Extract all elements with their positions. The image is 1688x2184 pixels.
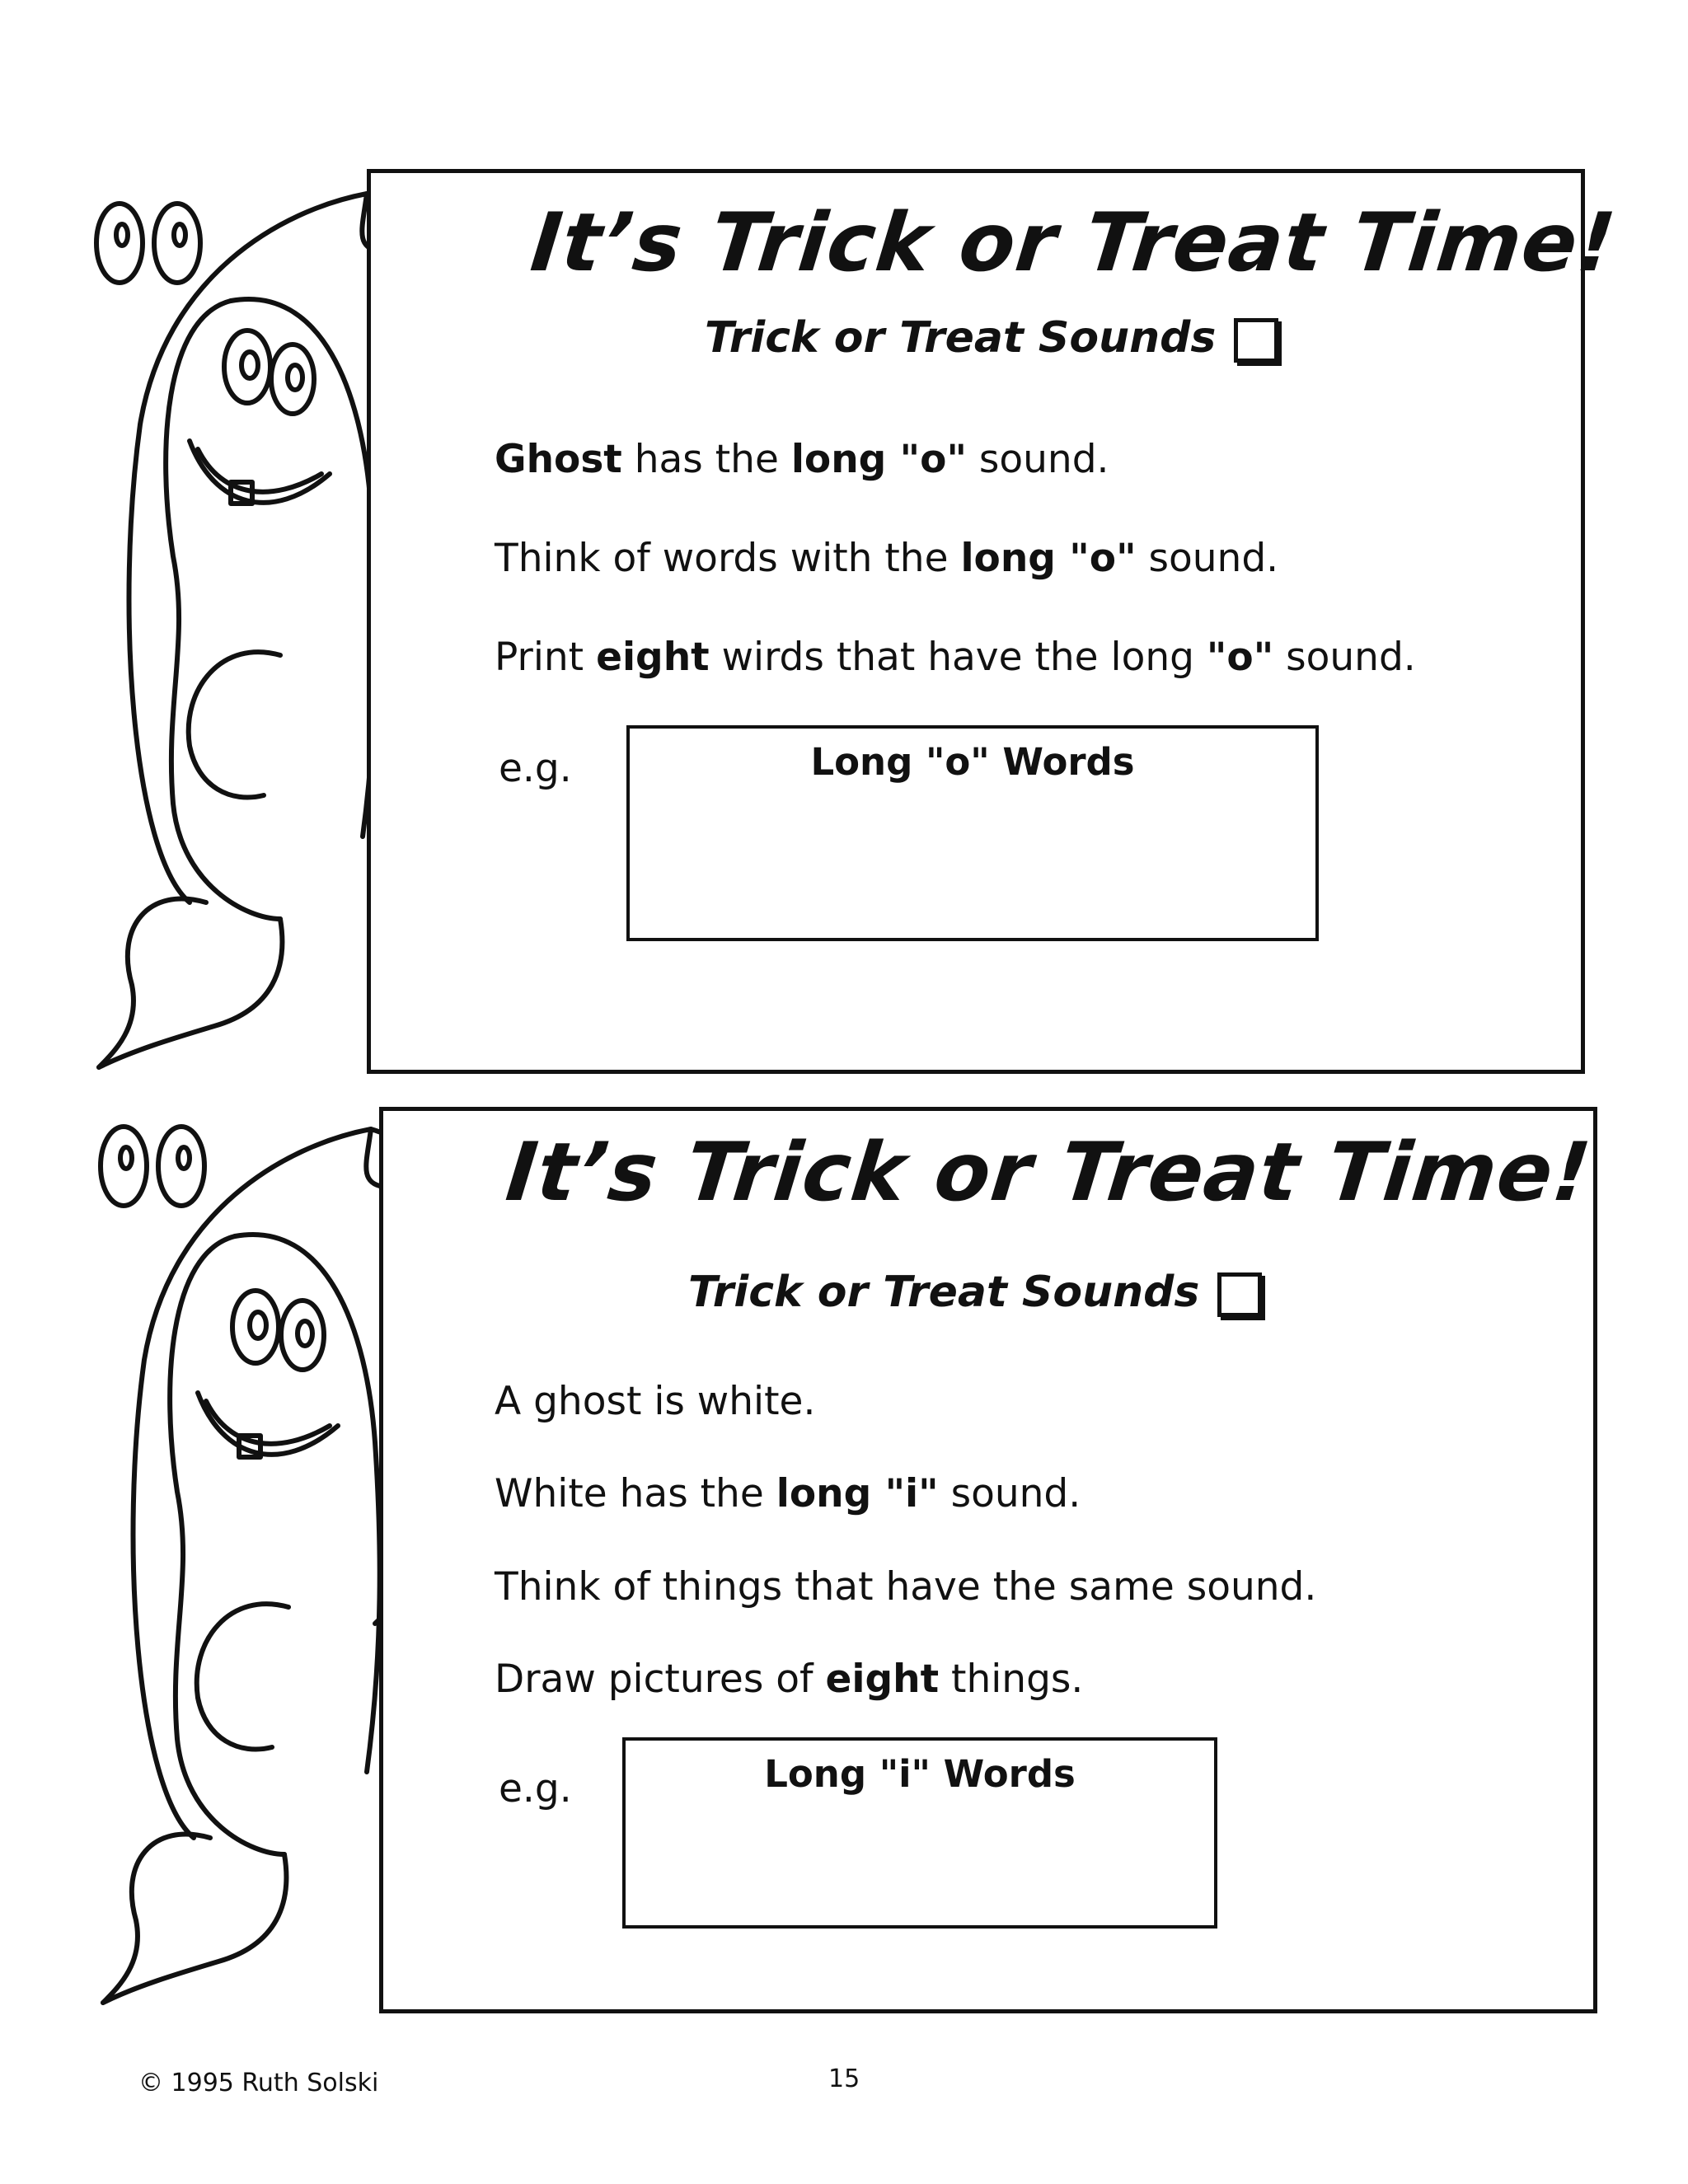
- activity-card-long-i: [379, 1107, 1597, 2013]
- instruction-line: [495, 635, 1416, 680]
- answer-box[interactable]: [626, 725, 1319, 941]
- body-text: has the: [621, 437, 791, 482]
- instruction-line: [495, 1657, 1083, 1702]
- body-text: things.: [939, 1657, 1084, 1702]
- instruction-line: [495, 1564, 1316, 1610]
- emphasis-text: long "o": [790, 437, 967, 482]
- body-text: sound.: [1273, 635, 1416, 680]
- card-title: It’s Trick or Treat Time!: [502, 1126, 1596, 1220]
- subtitle-row: [705, 313, 1278, 363]
- card-title: It’s Trick or Treat Time!: [527, 196, 1620, 290]
- instruction-line: [495, 536, 1278, 581]
- body-text: sound.: [966, 437, 1109, 482]
- example-label: e.g.: [499, 1766, 572, 1811]
- answer-box-title: Long "i" Words: [764, 1752, 1076, 1796]
- card-subtitle: Trick or Treat Sounds: [688, 1268, 1200, 1317]
- answer-box[interactable]: [622, 1737, 1217, 1929]
- subtitle-row: [688, 1268, 1262, 1317]
- emphasis-text: long "o": [960, 536, 1137, 581]
- emphasis-text: eight: [596, 635, 710, 680]
- body-text: Think of words with the: [495, 536, 961, 581]
- body-text: Think of things that have the same sound.: [495, 1564, 1317, 1610]
- copyright-notice: © 1995 Ruth Solski: [138, 2069, 379, 2097]
- example-label: e.g.: [499, 746, 572, 791]
- completion-checkbox[interactable]: [1217, 1272, 1262, 1317]
- instruction-line: [495, 1471, 1081, 1516]
- body-text: A ghost is white.: [495, 1379, 816, 1424]
- body-text: sound.: [1136, 536, 1279, 581]
- page-number: 15: [828, 2064, 860, 2093]
- body-text: wirds that have the long: [709, 635, 1207, 680]
- body-text: Print: [495, 635, 597, 680]
- instruction-line: [495, 1379, 815, 1424]
- completion-checkbox[interactable]: [1234, 318, 1278, 363]
- emphasis-text: Ghost: [495, 437, 622, 482]
- body-text: sound.: [938, 1471, 1081, 1516]
- answer-box-title: Long "o" Words: [810, 740, 1135, 784]
- instruction-line: [495, 437, 1109, 482]
- activity-card-long-o: [367, 169, 1620, 1074]
- body-text: Draw pictures of: [495, 1657, 826, 1702]
- body-text: White has the: [495, 1471, 776, 1516]
- emphasis-text: long "i": [776, 1471, 939, 1516]
- card-subtitle: Trick or Treat Sounds: [705, 313, 1217, 363]
- emphasis-text: eight: [825, 1657, 940, 1702]
- emphasis-text: "o": [1206, 635, 1274, 680]
